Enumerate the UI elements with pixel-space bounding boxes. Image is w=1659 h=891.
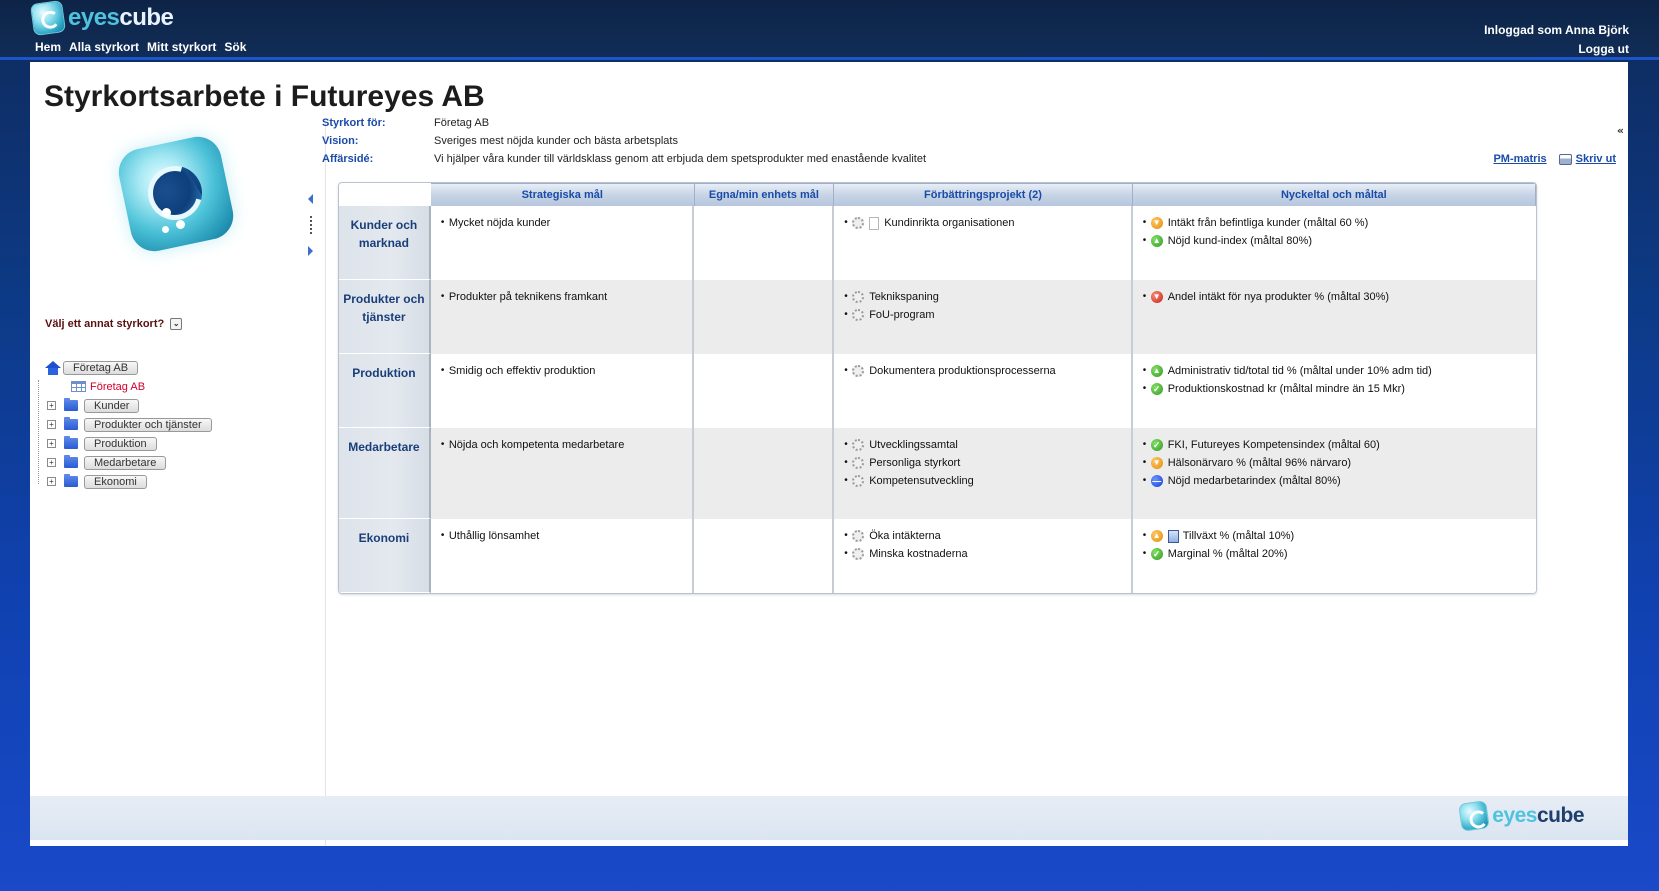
project-text: Teknikspaning bbox=[869, 291, 939, 303]
own-goals-cell bbox=[694, 428, 834, 519]
kpi-item[interactable] bbox=[1143, 288, 1528, 306]
tree-active-node[interactable] bbox=[45, 377, 212, 396]
warning-down-icon bbox=[1151, 457, 1163, 469]
check-icon bbox=[1151, 548, 1163, 560]
tree-connector bbox=[38, 380, 39, 484]
folder-icon bbox=[64, 476, 78, 487]
tree-folder-label[interactable]: Produktion bbox=[84, 437, 157, 451]
kpi-item[interactable] bbox=[1143, 527, 1528, 545]
kpis-cell bbox=[1133, 428, 1536, 519]
project-text: Kundinrikta organisationen bbox=[884, 217, 1015, 229]
goal-item[interactable] bbox=[441, 288, 685, 306]
trend-up-icon bbox=[1151, 365, 1163, 377]
bullet: • bbox=[1142, 291, 1147, 302]
expand-right-icon[interactable] bbox=[308, 246, 313, 256]
info-scorecard-row bbox=[322, 114, 926, 132]
kpi-text: Marginal % (måltal 20%) bbox=[1167, 548, 1288, 560]
gear-icon bbox=[852, 365, 864, 377]
project-item[interactable] bbox=[844, 527, 1123, 545]
bullet: • bbox=[1142, 475, 1147, 486]
trend-up-icon bbox=[1151, 235, 1163, 247]
project-text: Dokumentera produktionsprocesserna bbox=[869, 365, 1056, 377]
main-nav bbox=[35, 40, 246, 54]
nav-all-scorecards-link[interactable]: Alla styrkort bbox=[69, 40, 140, 54]
bullet: • bbox=[440, 439, 445, 450]
table-row bbox=[339, 519, 1536, 593]
project-item[interactable] bbox=[844, 472, 1123, 490]
bullet: • bbox=[1142, 439, 1147, 450]
project-text: Utvecklingssamtal bbox=[869, 439, 958, 451]
kpi-item[interactable] bbox=[1143, 545, 1528, 563]
bullet: • bbox=[440, 365, 445, 376]
expand-icon[interactable]: + bbox=[47, 401, 56, 410]
brand-logo[interactable] bbox=[32, 2, 173, 34]
expand-icon[interactable]: + bbox=[47, 477, 56, 486]
nav-search-link[interactable]: Sök bbox=[224, 40, 247, 54]
column-header-kpis[interactable]: Nyckeltal och måltal bbox=[1133, 183, 1536, 206]
cube-logo-icon bbox=[30, 0, 66, 36]
info-mission-label: Affärsidé: bbox=[322, 153, 374, 165]
bullet: • bbox=[844, 548, 848, 559]
bullet: • bbox=[440, 530, 445, 541]
perspective-label[interactable]: Produkter och tjänster bbox=[339, 280, 431, 354]
gear-icon bbox=[852, 548, 864, 560]
pm-matrix-label: PM-matris bbox=[1493, 153, 1547, 165]
goal-text: Produkter på teknikens framkant bbox=[448, 291, 608, 303]
goal-text: Nöjda och kompetenta medarbetare bbox=[448, 439, 625, 451]
scorecard-grid-icon bbox=[71, 381, 86, 392]
main-panel bbox=[30, 62, 1628, 846]
projects-cell bbox=[834, 280, 1133, 354]
bullet: • bbox=[844, 291, 848, 302]
folder-icon bbox=[64, 400, 78, 411]
tree-active-label[interactable]: Företag AB bbox=[90, 380, 146, 393]
bullet: • bbox=[440, 291, 445, 302]
tree-folder-kunder[interactable] bbox=[45, 396, 212, 415]
choose-scorecard-dropdown[interactable] bbox=[45, 318, 182, 330]
expand-icon[interactable]: + bbox=[47, 439, 56, 448]
scorecard-tree bbox=[45, 358, 212, 491]
info-scorecard-label: Styrkort för: bbox=[322, 117, 386, 129]
check-icon bbox=[1151, 383, 1163, 395]
expand-icon[interactable]: + bbox=[47, 458, 56, 467]
tree-folder-produkter[interactable] bbox=[45, 415, 212, 434]
nav-my-scorecard-link[interactable]: Mitt styrkort bbox=[147, 40, 217, 54]
kpi-text: FKI, Futureyes Kompetensindex (måltal 60) bbox=[1167, 439, 1380, 451]
bullet: • bbox=[844, 439, 848, 450]
print-link[interactable] bbox=[1559, 153, 1616, 165]
panel-resize-handle[interactable] bbox=[308, 194, 314, 264]
bullet: • bbox=[1142, 235, 1147, 246]
kpi-item[interactable] bbox=[1143, 472, 1528, 490]
project-item[interactable] bbox=[844, 436, 1123, 454]
action-links bbox=[1493, 153, 1616, 165]
bullet: • bbox=[1142, 548, 1147, 559]
brand-wordmark: eyescube bbox=[68, 4, 174, 31]
folder-icon bbox=[64, 438, 78, 449]
kpi-item[interactable] bbox=[1143, 214, 1528, 232]
table-row bbox=[339, 428, 1536, 519]
kpis-cell bbox=[1133, 354, 1536, 428]
gear-icon bbox=[852, 309, 864, 321]
table-body bbox=[339, 206, 1536, 593]
info-scorecard-value: Företag AB bbox=[434, 117, 490, 129]
cube-illustration-icon bbox=[118, 136, 236, 254]
logged-in-text: Inloggad som Anna Björk bbox=[1484, 23, 1629, 37]
expand-icon[interactable]: + bbox=[47, 420, 56, 429]
projects-cell bbox=[834, 519, 1133, 593]
strategic-goals-cell bbox=[431, 428, 695, 519]
table-row bbox=[339, 354, 1536, 428]
bullet: • bbox=[844, 457, 848, 468]
tree-root-button[interactable]: Företag AB bbox=[63, 361, 138, 375]
bullet: • bbox=[440, 217, 445, 228]
strategic-goals-cell bbox=[431, 280, 695, 354]
project-text: Minska kostnaderna bbox=[869, 548, 968, 560]
gear-icon bbox=[852, 291, 864, 303]
projects-cell bbox=[834, 354, 1133, 428]
project-item[interactable] bbox=[844, 454, 1123, 472]
project-text: Öka intäkterna bbox=[869, 530, 941, 542]
left-column bbox=[30, 122, 326, 846]
goal-item[interactable] bbox=[441, 527, 685, 545]
tree-folder-produktion[interactable] bbox=[45, 434, 212, 453]
kpi-item[interactable] bbox=[1143, 454, 1528, 472]
footer bbox=[30, 796, 1628, 840]
bullet: • bbox=[1142, 530, 1147, 541]
goal-item[interactable] bbox=[441, 362, 685, 380]
chevron-down-icon[interactable]: ⌄ bbox=[170, 318, 182, 330]
perspective-label[interactable]: Ekonomi bbox=[339, 519, 431, 593]
bullet: • bbox=[844, 309, 848, 320]
table-header bbox=[431, 183, 1536, 206]
user-box bbox=[1484, 21, 1629, 59]
check-icon bbox=[1151, 439, 1163, 451]
tree-root bbox=[45, 358, 212, 377]
tree-folder-label[interactable]: Produkter och tjänster bbox=[84, 418, 212, 432]
column-header-strategic-goals[interactable]: Strategiska mål bbox=[431, 183, 695, 206]
bullet: • bbox=[844, 475, 848, 486]
document-icon[interactable] bbox=[869, 217, 879, 230]
gear-icon bbox=[852, 457, 864, 469]
column-header-own-goals[interactable]: Egna/min enhets mål bbox=[695, 183, 835, 206]
neutral-icon bbox=[1151, 475, 1163, 487]
kpis-cell bbox=[1133, 519, 1536, 593]
kpi-item[interactable] bbox=[1143, 232, 1528, 250]
projects-cell bbox=[834, 206, 1133, 280]
folder-icon bbox=[64, 457, 78, 468]
own-goals-cell bbox=[694, 354, 834, 428]
strategic-goals-cell bbox=[431, 354, 695, 428]
pm-matrix-link[interactable] bbox=[1493, 153, 1546, 165]
goal-item[interactable] bbox=[441, 214, 685, 232]
strategic-goals-cell bbox=[431, 206, 695, 280]
tree-folder-ekonomi[interactable] bbox=[45, 472, 212, 491]
printer-icon bbox=[1559, 154, 1572, 165]
kpi-item[interactable] bbox=[1143, 436, 1528, 454]
bullet: • bbox=[1142, 383, 1147, 394]
scorecard-table bbox=[338, 182, 1537, 594]
collapse-left-icon[interactable] bbox=[308, 194, 313, 204]
top-header bbox=[0, 0, 1659, 60]
print-label: Skriv ut bbox=[1575, 153, 1616, 165]
nav-home-link[interactable]: Hem bbox=[35, 40, 62, 54]
choose-scorecard-label: Välj ett annat styrkort? bbox=[45, 318, 165, 330]
perspective-label[interactable]: Produktion bbox=[339, 354, 431, 428]
kpis-cell bbox=[1133, 280, 1536, 354]
kpi-item[interactable] bbox=[1143, 380, 1528, 398]
kpi-text: Nöjd kund-index (måltal 80%) bbox=[1167, 235, 1312, 247]
logout-link[interactable]: Logga ut bbox=[1578, 42, 1629, 56]
info-mission-row bbox=[322, 150, 926, 168]
folder-icon bbox=[64, 419, 78, 430]
warning-up-icon bbox=[1151, 530, 1163, 542]
kpi-text: Intäkt från befintliga kunder (måltal 60 %) bbox=[1167, 217, 1369, 229]
kpi-text: Tillväxt % (måltal 10%) bbox=[1182, 530, 1295, 542]
footer-wordmark: eyescube bbox=[1492, 804, 1584, 827]
column-header-projects[interactable]: Förbättringsprojekt (2) bbox=[834, 183, 1132, 206]
kpi-text: Hälsonärvaro % (måltal 96% närvaro) bbox=[1167, 457, 1352, 469]
kpis-cell bbox=[1133, 206, 1536, 280]
project-item[interactable] bbox=[844, 306, 1123, 324]
tree-folder-label[interactable]: Kunder bbox=[84, 399, 139, 413]
collapse-icon[interactable]: « bbox=[1616, 124, 1624, 137]
bullet: • bbox=[844, 530, 848, 541]
tree-folder-label[interactable]: Medarbetare bbox=[84, 456, 166, 470]
gear-icon bbox=[852, 475, 864, 487]
own-goals-cell bbox=[694, 280, 834, 354]
drag-grip-icon[interactable] bbox=[310, 216, 312, 234]
note-icon[interactable] bbox=[1168, 530, 1179, 543]
home-icon[interactable] bbox=[45, 361, 61, 375]
cube-logo-icon bbox=[1458, 800, 1490, 832]
kpi-text: Administrativ tid/total tid % (måltal under 10% adm tid) bbox=[1167, 365, 1432, 377]
bullet: • bbox=[844, 217, 848, 228]
project-item[interactable] bbox=[844, 214, 1123, 232]
gear-icon bbox=[852, 530, 864, 542]
tree-folder-medarbetare[interactable] bbox=[45, 453, 212, 472]
perspective-label[interactable]: Kunder och marknad bbox=[339, 206, 431, 280]
project-text: FoU-program bbox=[869, 309, 935, 321]
scorecard-info bbox=[322, 114, 926, 168]
perspective-label[interactable]: Medarbetare bbox=[339, 428, 431, 519]
goal-text: Smidig och effektiv produktion bbox=[448, 365, 596, 377]
project-item[interactable] bbox=[844, 362, 1123, 380]
project-item[interactable] bbox=[844, 545, 1123, 563]
bullet: • bbox=[1142, 217, 1147, 228]
goal-item[interactable] bbox=[441, 436, 685, 454]
projects-cell bbox=[834, 428, 1133, 519]
gear-icon bbox=[852, 439, 864, 451]
kpi-item[interactable] bbox=[1143, 362, 1528, 380]
bullet: • bbox=[1142, 365, 1147, 376]
info-vision-row bbox=[322, 132, 926, 150]
gear-icon bbox=[852, 217, 864, 229]
goal-text: Uthållig lönsamhet bbox=[448, 530, 540, 542]
strategic-goals-cell bbox=[431, 519, 695, 593]
project-text: Kompetensutveckling bbox=[869, 475, 974, 487]
table-row bbox=[339, 280, 1536, 354]
own-goals-cell bbox=[694, 519, 834, 593]
kpi-text: Nöjd medarbetarindex (måltal 80%) bbox=[1167, 475, 1341, 487]
page-title: Styrkortsarbete i Futureyes AB bbox=[44, 80, 485, 113]
project-text: Personliga styrkort bbox=[869, 457, 961, 469]
bullet: • bbox=[1142, 457, 1147, 468]
own-goals-cell bbox=[694, 206, 834, 280]
info-vision-label: Vision: bbox=[322, 135, 359, 147]
trend-down-icon bbox=[1151, 291, 1163, 303]
footer-logo[interactable] bbox=[1460, 802, 1584, 830]
goal-text: Mycket nöjda kunder bbox=[448, 217, 551, 229]
kpi-text: Produktionskostnad kr (måltal mindre än 15 Mkr) bbox=[1167, 383, 1405, 395]
info-vision-value: Sveriges mest nöjda kunder och bästa arbetsplats bbox=[434, 135, 678, 147]
warning-down-icon bbox=[1151, 217, 1163, 229]
bullet: • bbox=[844, 365, 848, 376]
tree-folder-label[interactable]: Ekonomi bbox=[84, 475, 147, 489]
info-mission-value: Vi hjälper våra kunder till världsklass genom att erbjuda dem spetsprodukter med enastående kvalitet bbox=[434, 153, 927, 165]
kpi-text: Andel intäkt för nya produkter % (måltal 30%) bbox=[1167, 291, 1390, 303]
table-row bbox=[339, 206, 1536, 280]
project-item[interactable] bbox=[844, 288, 1123, 306]
